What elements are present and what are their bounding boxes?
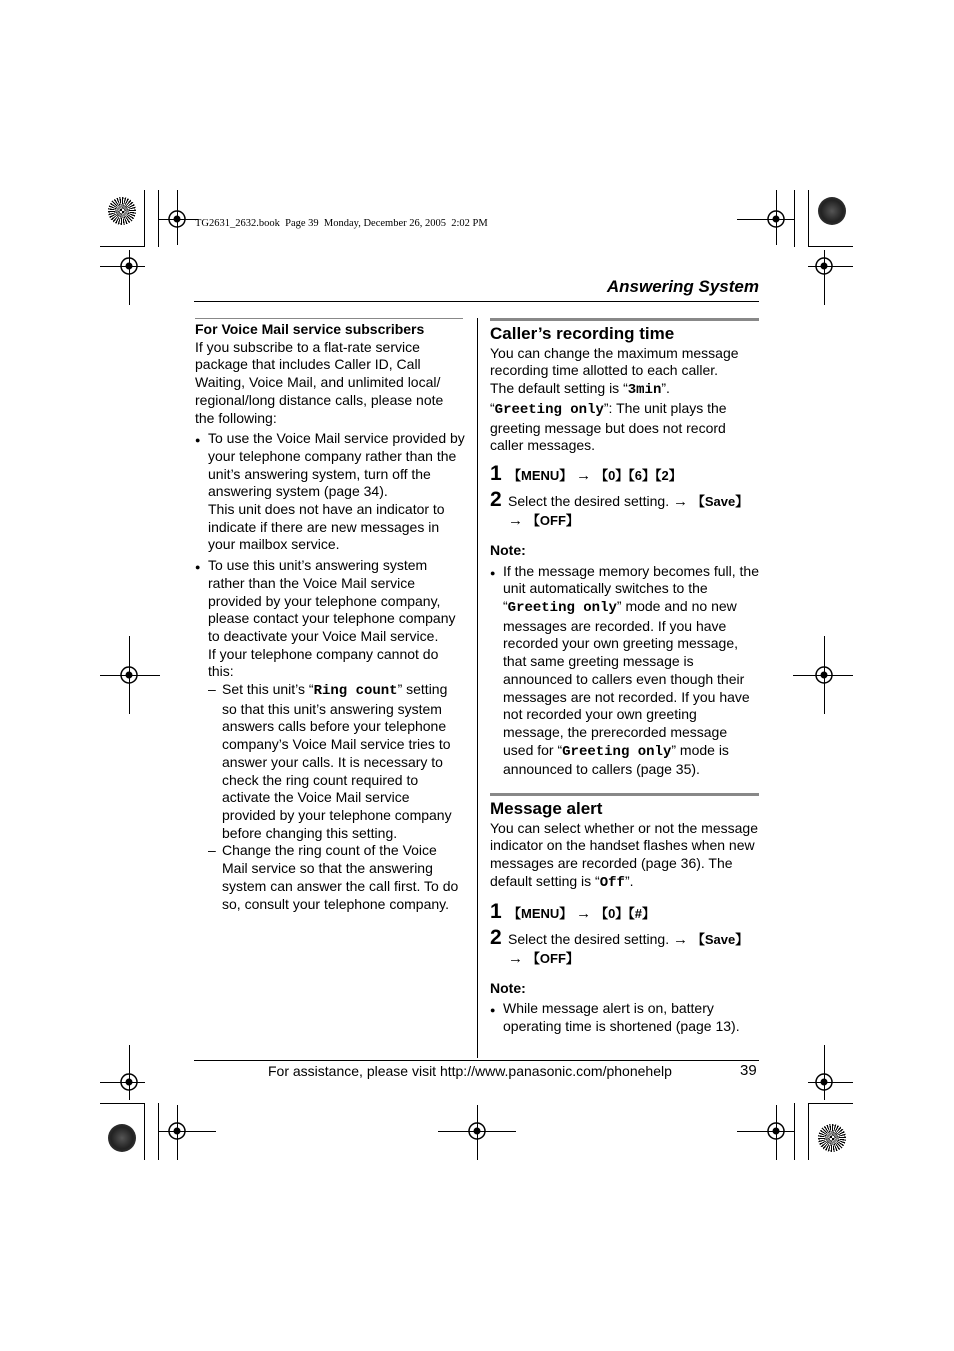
off-key: 【OFF】 <box>526 512 579 528</box>
column-divider <box>477 318 478 1058</box>
arrow-icon: → <box>673 930 688 948</box>
step-number: 1 <box>490 899 502 923</box>
step-number: 1 <box>490 461 502 485</box>
bullet-icon: ● <box>490 567 496 578</box>
right-column <box>490 318 760 1036</box>
bullet-icon: ● <box>195 435 201 446</box>
step-2 <box>490 489 760 530</box>
registration-mark-icon <box>166 1120 188 1142</box>
bullet-icon: ● <box>195 562 201 573</box>
dash-icon: – <box>208 842 216 859</box>
save-key: 【Save】 <box>691 931 749 947</box>
voicemail-title: For Voice Mail service subscribers <box>195 321 425 337</box>
arrow-icon: → <box>673 492 688 510</box>
footer-rule <box>194 1060 759 1061</box>
greeting-only-desc: “Greeting only”: The unit plays the greeting message but does not record caller messages. <box>490 399 727 454</box>
step-body: Select the desired setting. → 【Save】 → 【OFF】 <box>508 492 749 529</box>
voicemail-intro: If you subscribe to a flat-rate service package that includes Caller ID, Call Waiting, Voice Mail, and unlimited local/ regional/long distance calls, please note the following: <box>195 338 444 426</box>
bullet-text: To use the Voice Mail service provided by your telephone company rather than the unit’s answering system, turn off the answering system (page 34). <box>208 430 465 500</box>
recording-time-title: Caller’s recording time <box>490 324 675 343</box>
registration-mark-icon <box>118 1071 140 1093</box>
color-target-icon <box>108 197 136 225</box>
save-key: 【Save】 <box>691 493 749 509</box>
menu-key: 【MENU】 <box>508 905 573 921</box>
section-rule <box>490 318 759 321</box>
note-label: Note: <box>490 541 526 558</box>
list-item <box>490 563 760 779</box>
page-number: 39 <box>740 1062 757 1079</box>
message-alert-title: Message alert <box>490 799 603 819</box>
list-item <box>195 430 465 554</box>
step-1 <box>490 901 760 923</box>
step-number: 2 <box>490 925 502 949</box>
header-rule <box>194 301 759 302</box>
number-keys: 【0】【6】【2】 <box>595 467 682 483</box>
registration-mark-icon <box>813 664 835 686</box>
list-item <box>490 1000 760 1035</box>
alert-desc: You can select whether or not the message indicator on the handset flashes when new messages are recorded (page 36). The default setting is “Off”. <box>490 819 758 891</box>
recording-desc: You can change the maximum message recording time allotted to each caller. <box>490 344 739 379</box>
sub-item-text: Change the ring count of the Voice Mail service so that the answering system can answer the call first. To do so, consult your telephone company. <box>222 842 459 912</box>
arrow-icon: → <box>576 904 592 922</box>
step-body: Select the desired setting. → 【Save】 → 【OFF】 <box>508 930 749 967</box>
setting-value: 3min <box>627 382 662 399</box>
section-rule <box>195 318 463 319</box>
arrow-icon: → <box>576 466 592 484</box>
registration-mark-icon <box>466 1120 488 1142</box>
arrow-icon: → <box>508 949 523 967</box>
footer-assist: For assistance, please visit http://www.panasonic.com/phonehelp <box>268 1063 672 1079</box>
note-text: If the message memory becomes full, the unit automatically switches to the “Greeting only” mode and no new messages are recorded. If you have recorded your own greeting message, that same greeting message is announced to callers even though their messages are not recorded. If you have not recorded your own greeting message, the prerecorded message used for “Greeting only” mode is announced to callers (page 35). <box>503 562 759 778</box>
note-text: While message alert is on, battery operating time is shortened (page 13). <box>503 1000 740 1034</box>
off-key: 【OFF】 <box>526 950 579 966</box>
step-2 <box>490 927 760 968</box>
setting-value: Greeting only <box>494 401 604 418</box>
number-keys: 【0】【#】 <box>595 905 656 921</box>
print-info: TG2631_2632.book Page 39 Monday, December 26, 2005 2:02 PM <box>195 218 488 229</box>
voicemail-section <box>195 318 465 913</box>
registration-mark-icon <box>765 208 787 230</box>
bullet-text: This unit does not have an indicator to indicate if there are new messages in your mailbox service. <box>208 501 445 553</box>
sub-list-item <box>208 842 465 913</box>
sub-item-text: Set this unit’s “Ring count” setting so that this unit’s answering system answers calls before your telephone company’s Voice Mail service tries to answer your calls. It is necessary to check the ring count required to activate the Voice Mail service provided by your telephone company before changing this setting. <box>222 681 452 841</box>
arrow-icon: → <box>508 511 523 529</box>
setting-name: Ring count <box>313 683 398 700</box>
registration-mark-icon <box>813 255 835 277</box>
registration-mark-icon <box>765 1120 787 1142</box>
registration-mark-icon <box>118 664 140 686</box>
section-rule <box>490 793 759 796</box>
setting-value: Off <box>599 874 625 891</box>
color-target-icon <box>108 1124 136 1152</box>
step-body <box>508 463 682 485</box>
bullet-icon: ● <box>490 1005 496 1016</box>
color-target-icon <box>818 1124 846 1152</box>
step-number: 2 <box>490 487 502 511</box>
section-header: Answering System <box>606 277 759 296</box>
menu-key: 【MENU】 <box>508 467 573 483</box>
step-1 <box>490 463 760 485</box>
color-target-icon <box>818 197 846 225</box>
list-item <box>195 557 465 913</box>
recording-default: The default setting is “3min”. <box>490 380 670 399</box>
step-body <box>508 901 655 923</box>
bullet-text: If your telephone company cannot do this: <box>208 645 439 680</box>
note-label: Note: <box>490 979 526 996</box>
bullet-text: To use this unit’s answering system rather than the Voice Mail service provided by your telephone company, please contact your telephone company to deactivate your Voice Mail service. <box>208 557 456 644</box>
registration-mark-icon <box>813 1071 835 1093</box>
dash-icon: – <box>208 681 216 698</box>
sub-list-item <box>208 681 465 842</box>
registration-mark-icon <box>166 208 188 230</box>
registration-mark-icon <box>118 255 140 277</box>
